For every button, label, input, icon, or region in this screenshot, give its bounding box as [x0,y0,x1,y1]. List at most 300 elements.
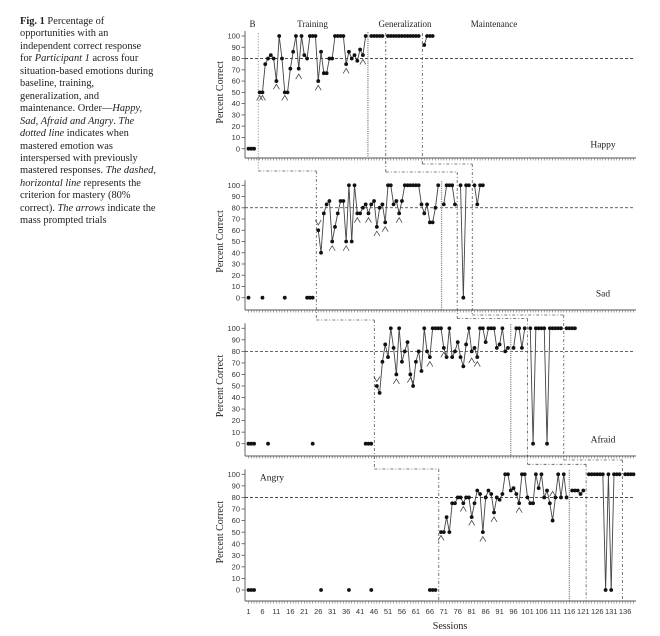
data-line-segment [377,208,380,227]
data-point [484,340,488,344]
prompt-arrow-icon [491,517,497,522]
data-line-segment [477,185,480,204]
data-line-segment [502,328,505,351]
y-tick-label: 40 [231,248,240,258]
data-line-segment [472,503,475,517]
prompt-arrow-icon [329,246,335,251]
x-tick-label: 66 [425,607,435,616]
caption-text: generalization, and [20,90,100,102]
data-point [545,442,549,446]
data-point [453,501,457,505]
y-axis-label: Percent Correct [215,500,226,564]
data-point [467,183,471,187]
prompt-arrow-icon [516,508,522,513]
data-point [604,588,608,592]
data-point [344,62,348,66]
data-point [581,489,585,493]
y-tick-label: 100 [227,323,240,333]
phase-label-b: B [249,19,256,29]
data-line-segment [427,204,430,222]
data-point [316,79,320,83]
data-line-segment [449,328,452,357]
data-point [470,349,474,353]
data-point [551,519,555,523]
data-line-segment [332,227,335,242]
data-point [545,489,549,493]
data-line-segment [394,348,397,375]
data-point [319,251,323,255]
data-point [283,296,287,300]
data-line-segment [307,36,310,59]
y-tick-label: 10 [231,133,240,143]
data-line-segment [282,59,285,93]
data-point [431,34,435,38]
caption-text: mastered responses. [20,165,106,177]
data-point [383,220,387,224]
data-line-segment [449,503,452,532]
data-line-segment [385,185,388,222]
data-line-segment [536,474,539,488]
data-line-segment [480,494,483,532]
data-point [392,346,396,350]
data-point [420,369,424,373]
caption-text: maintenance. Order— [20,103,113,115]
data-point [252,442,256,446]
data-line-segment [444,185,447,204]
data-line-segment [500,328,503,344]
y-tick-label: 30 [231,110,240,120]
data-point [414,360,418,364]
data-point [456,340,460,344]
data-line-segment [547,490,550,503]
data-line-segment [382,204,385,222]
data-point [503,349,507,353]
y-tick-label: 0 [235,585,240,595]
data-point [498,343,502,347]
data-point [478,492,482,496]
x-tick-label: 16 [286,607,295,616]
y-tick-label: 100 [227,180,240,190]
data-point [288,67,292,71]
prompt-arrow-icon [296,74,302,79]
data-point [392,203,396,207]
caption-emphasis: dotted line [20,128,65,140]
caption-text: interspersed with previously [20,152,138,164]
data-point [481,326,485,330]
x-tick-label: 51 [383,607,393,616]
caption-emphasis: Sad [20,115,36,127]
data-point [302,53,306,57]
data-line-segment [419,351,422,371]
data-line-segment [541,474,544,497]
data-point [520,346,524,350]
y-tick-label: 10 [231,574,240,584]
data-line-segment [558,474,561,497]
data-point [450,183,454,187]
data-line-segment [288,69,291,93]
prompt-arrow-icon [315,85,321,90]
data-point [311,442,315,446]
data-line-segment [388,328,391,357]
data-point [400,360,404,364]
prompt-arrow-icon [396,218,402,223]
prompt-arrow-icon [460,507,466,512]
data-line-segment [408,342,411,374]
data-point [420,203,424,207]
data-point [400,199,404,203]
prompt-arrow-icon [393,379,399,384]
data-line-segment [329,201,332,241]
data-point [556,472,560,476]
x-tick-label: 11 [272,607,281,616]
data-point [394,373,398,377]
data-point [548,501,552,505]
data-point [562,472,566,476]
prompt-arrow-icon [438,535,444,540]
data-line-segment [483,497,486,532]
y-tick-label: 60 [231,76,240,86]
y-tick-label: 60 [231,225,240,235]
data-point [300,34,304,38]
data-line-segment [466,328,469,344]
data-point [330,57,334,61]
x-tick-label: 131 [604,607,618,616]
data-point [381,203,385,207]
data-point [347,50,351,54]
data-line-segment [508,474,511,490]
caption-text: Percentage of [44,16,105,27]
data-line-segment [539,474,542,488]
data-line-segment [424,328,427,351]
y-tick-label: 80 [231,54,240,64]
y-tick-label: 20 [231,270,240,280]
prompt-arrow-icon [365,218,371,223]
data-point [263,62,267,66]
data-point [417,349,421,353]
panel-happy [215,31,636,172]
y-axis-label: Percent Correct [215,61,226,124]
data-point [470,515,474,519]
x-tick-label: 106 [535,607,548,616]
data-point [350,240,354,244]
data-point [361,206,365,210]
caption-text: independent correct response [20,40,142,52]
data-point [369,442,373,446]
data-line-segment [321,213,324,252]
data-line-segment [502,474,505,494]
panel-label: Happy [590,140,616,151]
data-point [378,206,382,210]
data-point [607,472,611,476]
data-point [464,343,468,347]
caption-text: opportunities with an [20,28,109,40]
x-tick-label: 46 [369,607,379,616]
x-tick-label: 71 [439,607,448,616]
data-point [439,326,443,330]
y-tick-label: 80 [231,203,240,213]
data-line-segment [463,344,466,366]
data-line-segment [302,36,305,55]
data-point [383,343,387,347]
phase-label-generalization: Generalization [378,19,432,29]
data-point [537,486,541,490]
caption-emphasis: Happy, [112,103,143,115]
y-axis-label: Percent Correct [215,354,226,418]
data-point [266,442,270,446]
data-line-segment [444,517,447,532]
data-point [487,489,491,493]
data-point [364,203,368,207]
data-point [397,212,401,216]
data-point [261,90,265,94]
data-point [576,489,580,493]
data-line-segment [561,474,564,497]
data-point [517,501,521,505]
data-point [422,43,426,47]
caption-text: . [113,115,119,127]
panel-afraid [215,315,636,469]
data-point [467,496,471,500]
x-tick-label: 121 [577,607,590,616]
data-point [275,79,279,83]
y-tick-label: 80 [231,493,240,503]
prompt-arrow-icon [374,377,380,382]
data-point [528,326,532,330]
data-point [261,296,265,300]
caption-emphasis: horizontal line [20,177,81,189]
data-point [333,225,337,229]
data-point [436,183,440,187]
data-point [461,296,465,300]
data-point [347,183,351,187]
data-line-segment [550,503,553,520]
y-tick-label: 60 [231,516,240,526]
caption-text: indicate the [104,202,156,214]
data-line-segment [413,362,416,386]
data-line-segment [399,201,402,213]
data-line-segment [399,328,402,361]
data-line-segment [491,494,494,513]
data-point [428,355,432,359]
data-point [375,225,379,229]
caption-text: , [35,115,41,127]
data-point [484,496,488,500]
data-point [565,496,569,500]
data-line-segment [474,185,477,204]
caption-text: represents the [80,177,141,189]
data-point [422,326,426,330]
caption-emphasis: The arrows [57,202,105,214]
data-point [353,53,357,57]
caption-emphasis: Afraid and Angry [40,115,114,127]
data-line-segment [343,201,346,241]
data-line-segment [421,328,424,371]
data-point [291,50,295,54]
x-tick-label: 81 [467,607,476,616]
y-tick-label: 30 [231,404,240,414]
data-point [492,511,496,515]
data-point [506,346,510,350]
panel-label: Sad [595,289,611,300]
data-point [417,34,421,38]
x-tick-label: 6 [260,607,265,616]
prompt-arrow-icon [273,84,279,89]
data-line-segment [435,185,438,207]
data-point [523,472,527,476]
data-line-segment [396,201,399,213]
data-point [336,212,340,216]
data-line-segment [374,201,377,227]
data-point [481,530,485,534]
data-line-segment [463,185,466,297]
phase-label-training: Training [297,19,328,29]
data-point [280,57,284,61]
y-tick-label: 30 [231,550,240,560]
data-line-segment [332,36,335,59]
data-line-segment [486,328,489,342]
y-tick-label: 40 [231,539,240,549]
panel-label: Afraid [590,435,616,446]
data-point [540,472,544,476]
data-point [252,147,256,151]
data-point [534,472,538,476]
data-point [542,496,546,500]
x-tick-label: 26 [314,607,323,616]
y-tick-label: 90 [231,481,240,491]
data-point [609,588,613,592]
data-point [319,50,323,54]
data-point [473,501,477,505]
x-tick-label: 101 [521,607,534,616]
x-tick-label: 36 [341,607,351,616]
caption-text: mastered emotion was [20,140,113,152]
data-line-segment [391,328,394,348]
y-tick-label: 100 [227,469,240,479]
data-point [417,183,421,187]
data-line-segment [419,185,422,204]
data-point [523,326,527,330]
data-point [364,34,368,38]
caption-text: baseline, training, [20,78,95,90]
data-point [500,492,504,496]
prompt-arrow-icon [382,227,388,232]
data-line-segment [318,52,321,81]
x-tick-label: 21 [300,607,309,616]
prompt-arrow-icon [360,59,366,64]
y-tick-label: 90 [231,192,240,202]
y-tick-label: 100 [227,31,240,41]
data-point [319,588,323,592]
phase-label-maintenance: Maintenance [470,19,518,29]
y-tick-label: 40 [231,393,240,403]
data-line-segment [335,213,338,226]
data-line-segment [447,517,450,532]
data-point [422,212,426,216]
y-tick-label: 50 [231,381,240,391]
data-point [325,203,329,207]
data-point [459,183,463,187]
data-line-segment [469,497,472,517]
data-line-segment [355,185,358,213]
data-line-segment [522,328,525,348]
prompt-arrow-icon [469,358,475,363]
y-tick-label: 20 [231,121,240,131]
data-point [442,346,446,350]
data-point [481,183,485,187]
x-tick-label: 1 [246,607,251,616]
data-line-segment [494,497,497,512]
data-line-segment [564,474,567,497]
data-line-segment [519,474,522,503]
data-line-segment [458,342,461,357]
data-point [475,355,479,359]
caption-emphasis: The dashed, [105,165,156,177]
data-line-segment [533,474,536,503]
data-point [294,34,298,38]
x-tick-label: 56 [397,607,407,616]
x-axis-label: Sessions [432,621,468,632]
data-point [467,326,471,330]
y-tick-label: 70 [231,504,240,514]
data-point [500,326,504,330]
data-point [325,71,329,75]
data-line-segment [430,328,433,357]
data-point [498,498,502,502]
data-line-segment [274,59,277,82]
y-tick-label: 70 [231,65,240,75]
data-point [579,492,583,496]
panel-sad [215,164,636,320]
data-line-segment [433,208,436,223]
data-line-segment [346,185,349,241]
data-line-segment [606,474,609,590]
data-point [461,501,465,505]
y-tick-label: 70 [231,358,240,368]
data-line-segment [533,328,536,443]
y-tick-label: 0 [235,293,240,303]
data-point [358,48,362,52]
data-point [247,296,251,300]
data-point [341,34,345,38]
data-line-segment [603,474,606,590]
data-point [442,530,446,534]
prompt-arrow-icon [474,362,480,367]
data-point [381,34,385,38]
data-point [378,391,382,395]
data-point [445,515,449,519]
data-point [447,530,451,534]
panel-label: Angry [259,473,285,484]
data-point [389,326,393,330]
data-point [386,355,390,359]
data-line-segment [391,185,394,204]
data-line-segment [611,474,614,590]
data-line-segment [352,185,355,241]
data-point [450,355,454,359]
data-point [316,228,320,232]
data-point [269,53,273,57]
data-point [403,349,407,353]
data-point [531,442,535,446]
data-point [453,203,457,207]
y-tick-label: 0 [235,144,240,154]
caption-text: correct). [20,202,58,214]
panel-angry [215,460,636,632]
data-point [369,203,373,207]
y-tick-label: 40 [231,99,240,109]
data-line-segment [519,328,522,348]
data-line-segment [544,328,547,443]
